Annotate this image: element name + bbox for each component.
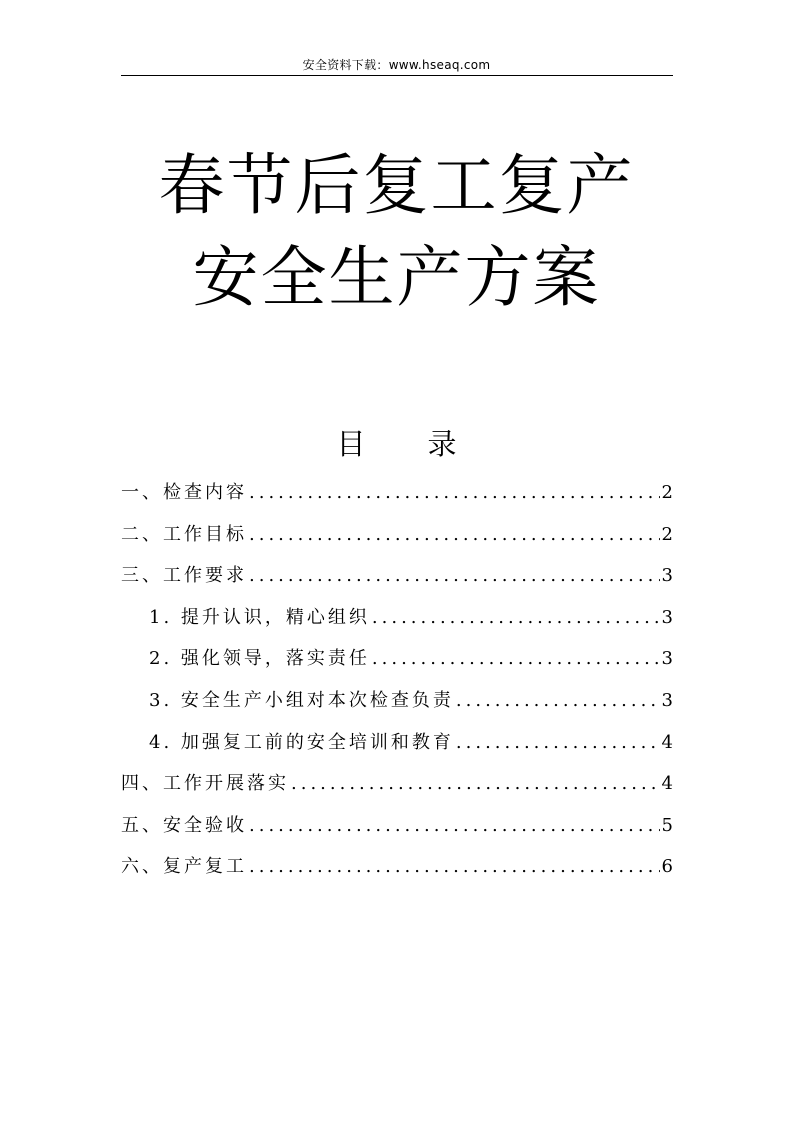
toc-leader-dots xyxy=(249,805,660,847)
toc-entry-page: 3 xyxy=(661,689,673,711)
toc-entry-6[interactable] xyxy=(121,846,673,888)
toc-entry-label: 四、工作开展落实 xyxy=(121,773,289,795)
toc-entry-label: 五、安全验收 xyxy=(121,814,247,836)
toc-entry-page: 2 xyxy=(661,523,673,545)
header-divider xyxy=(121,75,673,76)
toc-subentry-3-1[interactable] xyxy=(121,597,673,639)
toc-entry-label: 六、复产复工 xyxy=(121,856,247,878)
toc-entry-page: 4 xyxy=(661,773,673,795)
toc-entry-5[interactable] xyxy=(121,805,673,847)
toc-leader-dots xyxy=(249,472,660,514)
toc-entry-1[interactable] xyxy=(121,472,673,514)
document-title-line-2: 安全生产方案 xyxy=(192,239,601,316)
toc-entry-page: 5 xyxy=(661,814,673,836)
toc-entry-page: 2 xyxy=(661,482,673,503)
document-title-line-1: 春节后复工复产 xyxy=(158,147,635,224)
toc-entry-label: 三、工作要求 xyxy=(121,565,247,587)
toc-entry-2[interactable] xyxy=(121,514,673,556)
toc-leader-dots xyxy=(249,514,660,556)
page-header: 安全资料下载：www.hseaq.com xyxy=(302,58,491,72)
toc-entry-3[interactable] xyxy=(121,555,673,597)
toc-entry-label: 1. 提升认识，精心组织 xyxy=(149,606,370,628)
toc-entry-label: 2. 强化领导，落实责任 xyxy=(149,648,370,670)
toc-subentry-3-3[interactable] xyxy=(121,680,673,722)
toc-entry-page: 3 xyxy=(661,606,673,628)
toc-leader-dots xyxy=(372,638,660,680)
toc-entry-4[interactable] xyxy=(121,763,673,805)
toc-entry-label: 4. 加强复工前的安全培训和教育 xyxy=(149,731,454,753)
toc-subentry-3-4[interactable] xyxy=(121,722,673,764)
toc-entry-page: 4 xyxy=(661,731,673,753)
toc-subentry-3-2[interactable] xyxy=(121,638,673,680)
toc-entry-page: 6 xyxy=(661,856,673,878)
table-of-contents xyxy=(121,472,673,888)
toc-heading xyxy=(0,427,793,461)
toc-entry-label: 一、检查内容 xyxy=(121,482,247,503)
toc-leader-dots xyxy=(249,846,660,888)
toc-leader-dots xyxy=(456,722,660,764)
toc-leader-dots xyxy=(456,680,660,722)
toc-leader-dots xyxy=(291,763,660,805)
toc-heading-char-2: 录 xyxy=(427,427,457,461)
toc-entry-page: 3 xyxy=(661,648,673,670)
toc-heading-char-1: 目 xyxy=(336,427,366,461)
toc-entry-page: 3 xyxy=(661,565,673,587)
toc-entry-label: 二、工作目标 xyxy=(121,523,247,545)
toc-entry-label: 3. 安全生产小组对本次检查负责 xyxy=(149,689,454,711)
toc-leader-dots xyxy=(249,555,660,597)
toc-leader-dots xyxy=(372,597,660,639)
